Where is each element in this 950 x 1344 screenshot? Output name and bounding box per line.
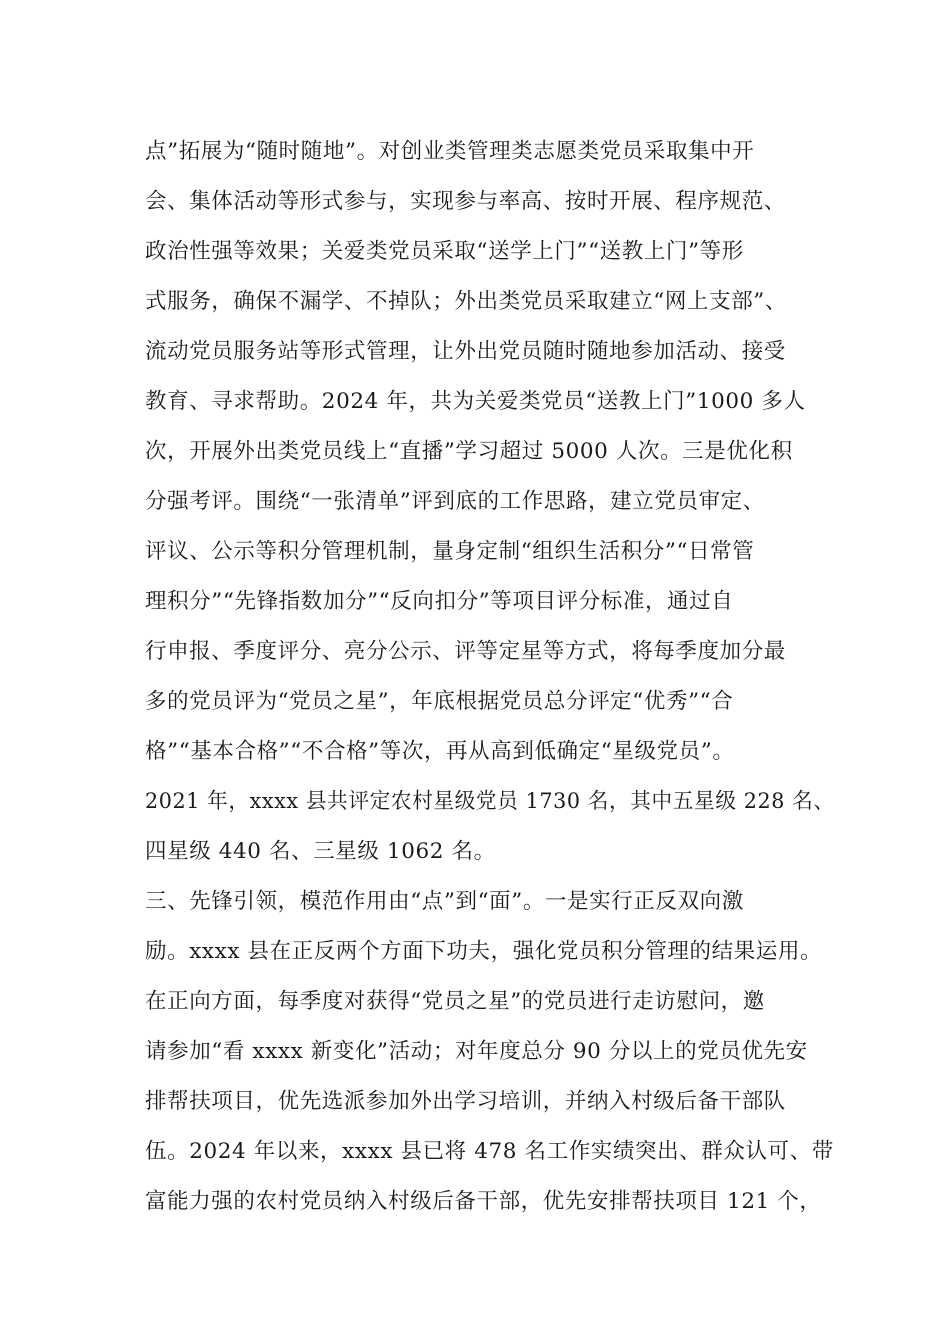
text-line: 次，开展外出类党员线上“直播”学习超过 5000 人次。三是优化积 — [145, 439, 793, 464]
text-line: 2021 年，xxxx 县共评定农村星级党员 1730 名，其中五星级 228 名、 — [145, 789, 835, 814]
text-line: 格”“基本合格”“不合格”等次，再从高到低确定“星级党员”。 — [145, 739, 735, 764]
text-line: 分强考评。围绕“一张清单”评到底的工作思路，建立党员审定、 — [145, 489, 765, 514]
text-line: 式服务，确保不漏学、不掉队；外出类党员采取建立“网上支部”、 — [145, 289, 787, 314]
text-line: 理积分”“先锋指数加分”“反向扣分”等项目评分标准，通过自 — [145, 589, 734, 614]
text-line: 四星级 440 名、三星级 1062 名。 — [145, 839, 496, 864]
text-line: 流动党员服务站等形式管理，让外出党员随时随地参加活动、接受 — [145, 339, 786, 364]
text-line: 政治性强等效果；关爱类党员采取“送学上门”“送教上门”等形 — [145, 239, 744, 264]
body-text — [145, 127, 835, 1227]
text-line: 行申报、季度评分、亮分公示、评等定星等方式，将每季度加分最 — [145, 639, 786, 664]
text-line: 在正向方面，每季度对获得“党员之星”的党员进行走访慰问，邀 — [145, 989, 765, 1014]
text-line: 伍。2024 年以来，xxxx 县已将 478 名工作实绩突出、群众认可、带 — [145, 1139, 834, 1164]
text-line: 励。xxxx 县在正反两个方面下功夫，强化党员积分管理的结果运用。 — [145, 939, 823, 964]
text-line: 富能力强的农村党员纳入村级后备干部，优先安排帮扶项目 121 个， — [145, 1189, 822, 1214]
text-line: 多的党员评为“党员之星”，年底根据党员总分评定“优秀”“合 — [145, 689, 734, 714]
section-heading-line: 三、先锋引领，模范作用由“点”到“面”。一是实行正反双向激 — [145, 889, 744, 914]
text-line: 评议、公示等积分管理机制，量身定制“组织生活积分”“日常管 — [145, 539, 755, 564]
text-line: 点”拓展为“随时随地”。对创业类管理类志愿类党员采取集中开 — [145, 139, 755, 164]
text-line: 会、集体活动等形式参与，实现参与率高、按时开展、程序规范、 — [145, 189, 786, 214]
text-line: 排帮扶项目，优先选派参加外出学习培训，并纳入村级后备干部队 — [145, 1089, 786, 1114]
text-line: 教育、寻求帮助。2024 年，共为关爱类党员“送教上门”1000 多人 — [145, 389, 806, 414]
text-line: 请参加“看 xxxx 新变化”活动；对年度总分 90 分以上的党员优先安 — [145, 1039, 808, 1064]
